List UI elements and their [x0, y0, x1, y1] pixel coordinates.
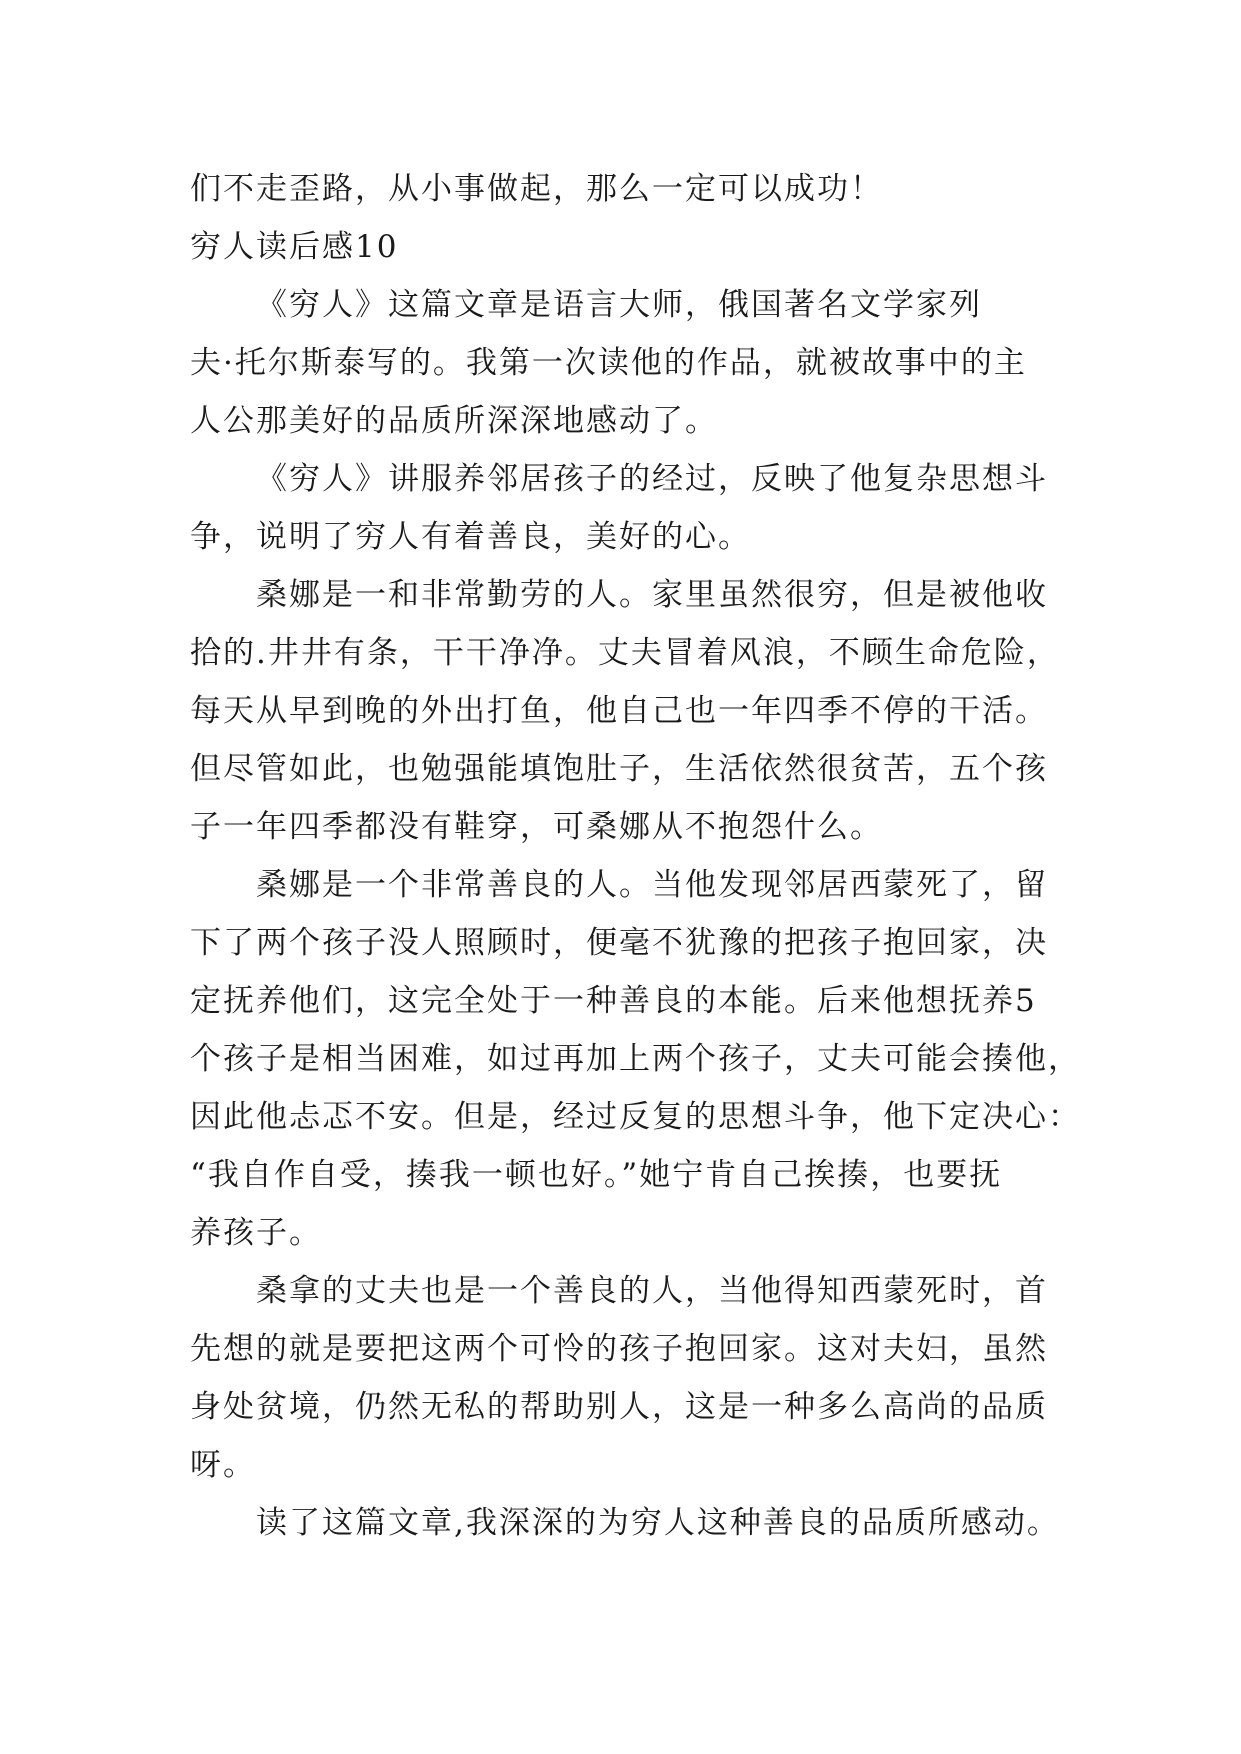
paragraph-line: 读了这篇文章,我深深的为穷人这种善良的品质所感动。 [256, 1505, 1060, 1541]
paragraph-line: 下了两个孩子没人照顾时，便毫不犹豫的把孩子抱回家，决 [190, 925, 1048, 961]
paragraph-line: 定抚养他们，这完全处于一种善良的本能。后来他想抚养5 [190, 983, 1037, 1019]
paragraph-line: 呀。 [190, 1447, 256, 1483]
paragraph-line: 拾的.井井有条，干干净净。丈夫冒着风浪，不顾生命危险， [190, 635, 1060, 671]
paragraph-line: 桑拿的丈夫也是一个善良的人，当他得知西蒙死时，首 [256, 1273, 1048, 1309]
paragraph-line: 《穷人》讲服养邻居孩子的经过，反映了他复杂思想斗 [256, 461, 1048, 497]
paragraph-line: 子一年四季都没有鞋穿，可桑娜从不抱怨什么。 [190, 809, 883, 845]
paragraph-line: 养孩子。 [190, 1215, 322, 1251]
paragraph-line: 们不走歪路，从小事做起，那么一定可以成功！ [190, 171, 883, 207]
document-page [190, 160, 1081, 1552]
paragraph-line: 先想的就是要把这两个可怜的孩子抱回家。这对夫妇，虽然 [190, 1331, 1048, 1367]
paragraph-line: 夫·托尔斯泰写的。我第一次读他的作品，就被故事中的主 [190, 345, 1027, 381]
paragraph-line: 桑娜是一和非常勤劳的人。家里虽然很穷，但是被他收 [256, 577, 1048, 613]
paragraph-line: 身处贫境，仍然无私的帮助别人，这是一种多么高尚的品质 [190, 1389, 1048, 1425]
paragraph-line: “我自作自受，揍我一顿也好。”她宁肯自己挨揍，也要抚 [190, 1157, 1003, 1193]
paragraph-line: 争，说明了穷人有着善良，美好的心。 [190, 519, 751, 555]
paragraph-line: 个孩子是相当困难，如过再加上两个孩子，丈夫可能会揍他， [190, 1041, 1081, 1077]
paragraph-line: 每天从早到晚的外出打鱼，他自己也一年四季不停的干活。 [190, 693, 1048, 729]
paragraph-line: 《穷人》这篇文章是语言大师，俄国著名文学家列 [256, 287, 982, 323]
paragraph-line: 桑娜是一个非常善良的人。当他发现邻居西蒙死了，留 [256, 867, 1048, 903]
section-title: 穷人读后感10 [190, 229, 399, 265]
paragraph-line: 人公那美好的品质所深深地感动了。 [190, 403, 718, 439]
paragraph-line: 但尽管如此，也勉强能填饱肚子，生活依然很贫苦，五个孩 [190, 751, 1048, 787]
paragraph-line: 因此他忐忑不安。但是，经过反复的思想斗争，他下定决心： [190, 1099, 1081, 1135]
